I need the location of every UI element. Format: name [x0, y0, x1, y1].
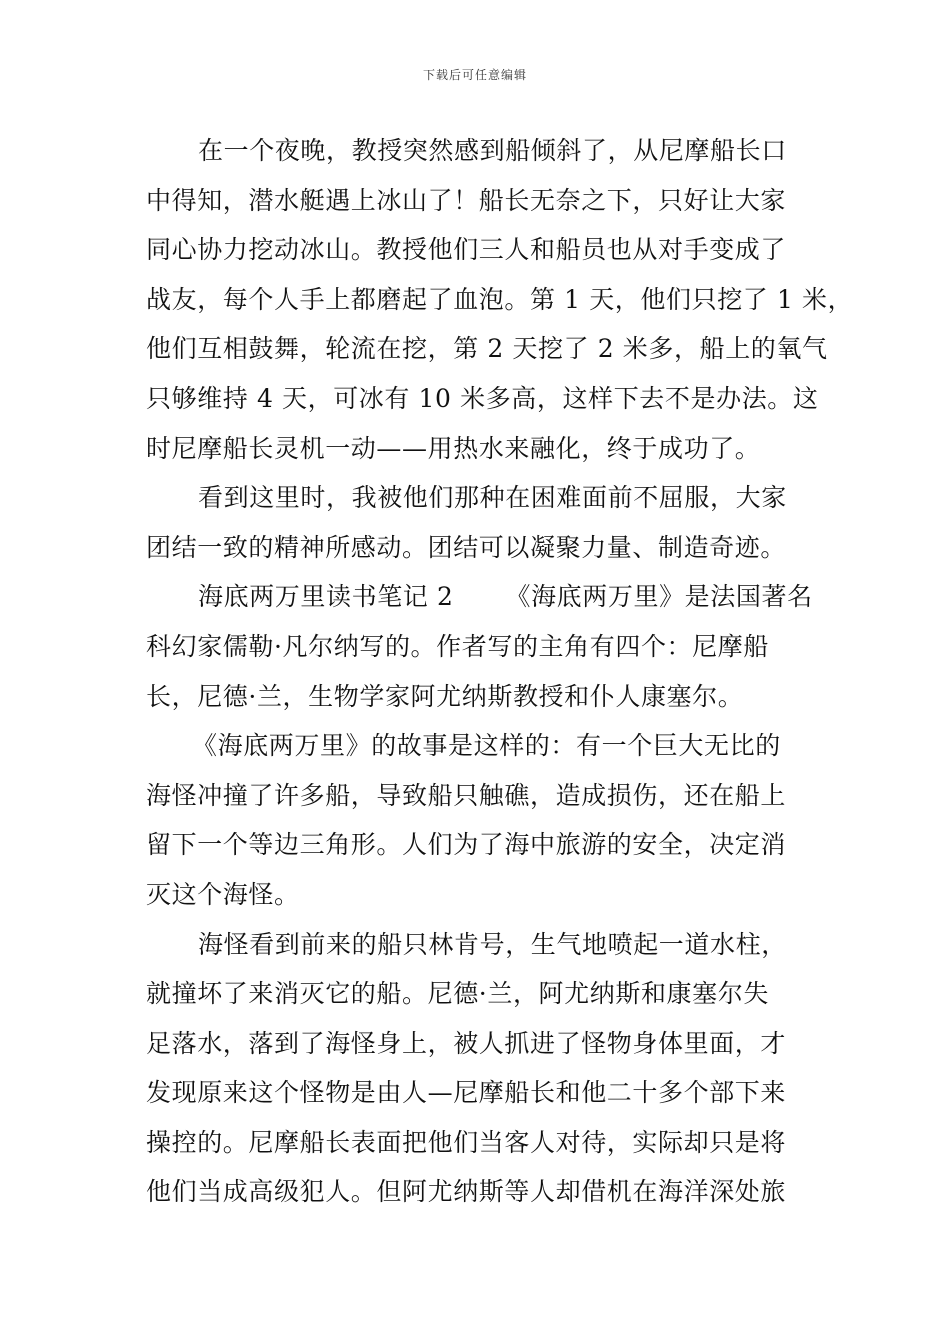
text-line: 发现原来这个怪物是由人—尼摩船长和他二十多个部下来 — [146, 1078, 787, 1108]
text-line: 留下一个等边三角形。人们为了海中旅游的安全，决定消 — [146, 830, 787, 860]
text-line: 灭这个海怪。 — [146, 879, 300, 909]
text-line: 只够维持 4 天，可冰有 10 米多高，这样下去不是办法。这 — [146, 383, 819, 413]
text-line: 海怪冲撞了许多船，导致船只触礁，造成损伤，还在船上 — [146, 780, 787, 810]
text-line: 时尼摩船长灵机一动——用热水来融化，终于成功了。 — [146, 433, 761, 463]
text-line: 同心协力挖动冰山。教授他们三人和船员也从对手变成了 — [146, 235, 787, 265]
text-line: 团结一致的精神所感动。团结可以凝聚力量、制造奇迹。 — [146, 532, 787, 562]
text-line: 海怪看到前来的船只林肯号，生气地喷起一道水柱， — [198, 929, 787, 959]
text-line: 长，尼德·兰，生物学家阿尤纳斯教授和仆人康塞尔。 — [146, 681, 744, 711]
text-line: 就撞坏了来消灭它的船。尼德·兰，阿尤纳斯和康塞尔失 — [146, 979, 769, 1009]
text-line: 在一个夜晚，教授突然感到船倾斜了，从尼摩船长口 — [198, 136, 787, 165]
text-line: 他们互相鼓舞，轮流在挖，第 2 天挖了 2 米多，船上的氧气 — [146, 334, 828, 364]
body-text — [146, 126, 854, 1217]
text-line: 战友，每个人手上都磨起了血泡。第 1 天，他们只挖了 1 米， — [146, 284, 854, 314]
text-line: 中得知，潜水艇遇上冰山了！船长无奈之下，只好让大家 — [146, 185, 787, 215]
text-line: 他们当成高级犯人。但阿尤纳斯等人却借机在海洋深处旅 — [146, 1177, 787, 1207]
page-header: 下载后可任意编辑 — [422, 68, 527, 82]
text-line: 足落水，落到了海怪身上，被人抓进了怪物身体里面，才 — [146, 1028, 787, 1058]
text-line: 科幻家儒勒·凡尔纳写的。作者写的主角有四个：尼摩船 — [146, 631, 769, 661]
text-line: 《海底两万里》的故事是这样的：有一个巨大无比的 — [192, 731, 781, 761]
text-line: 操控的。尼摩船长表面把他们当客人对待，实际却只是将 — [146, 1127, 787, 1157]
text-fragment: 《海底两万里》是法国著名 — [505, 582, 813, 612]
text-line — [146, 572, 816, 622]
text-line: 看到这里时，我被他们那种在困难面前不屈服，大家 — [198, 483, 787, 513]
section-heading: 海底两万里读书笔记 2 — [198, 582, 454, 612]
